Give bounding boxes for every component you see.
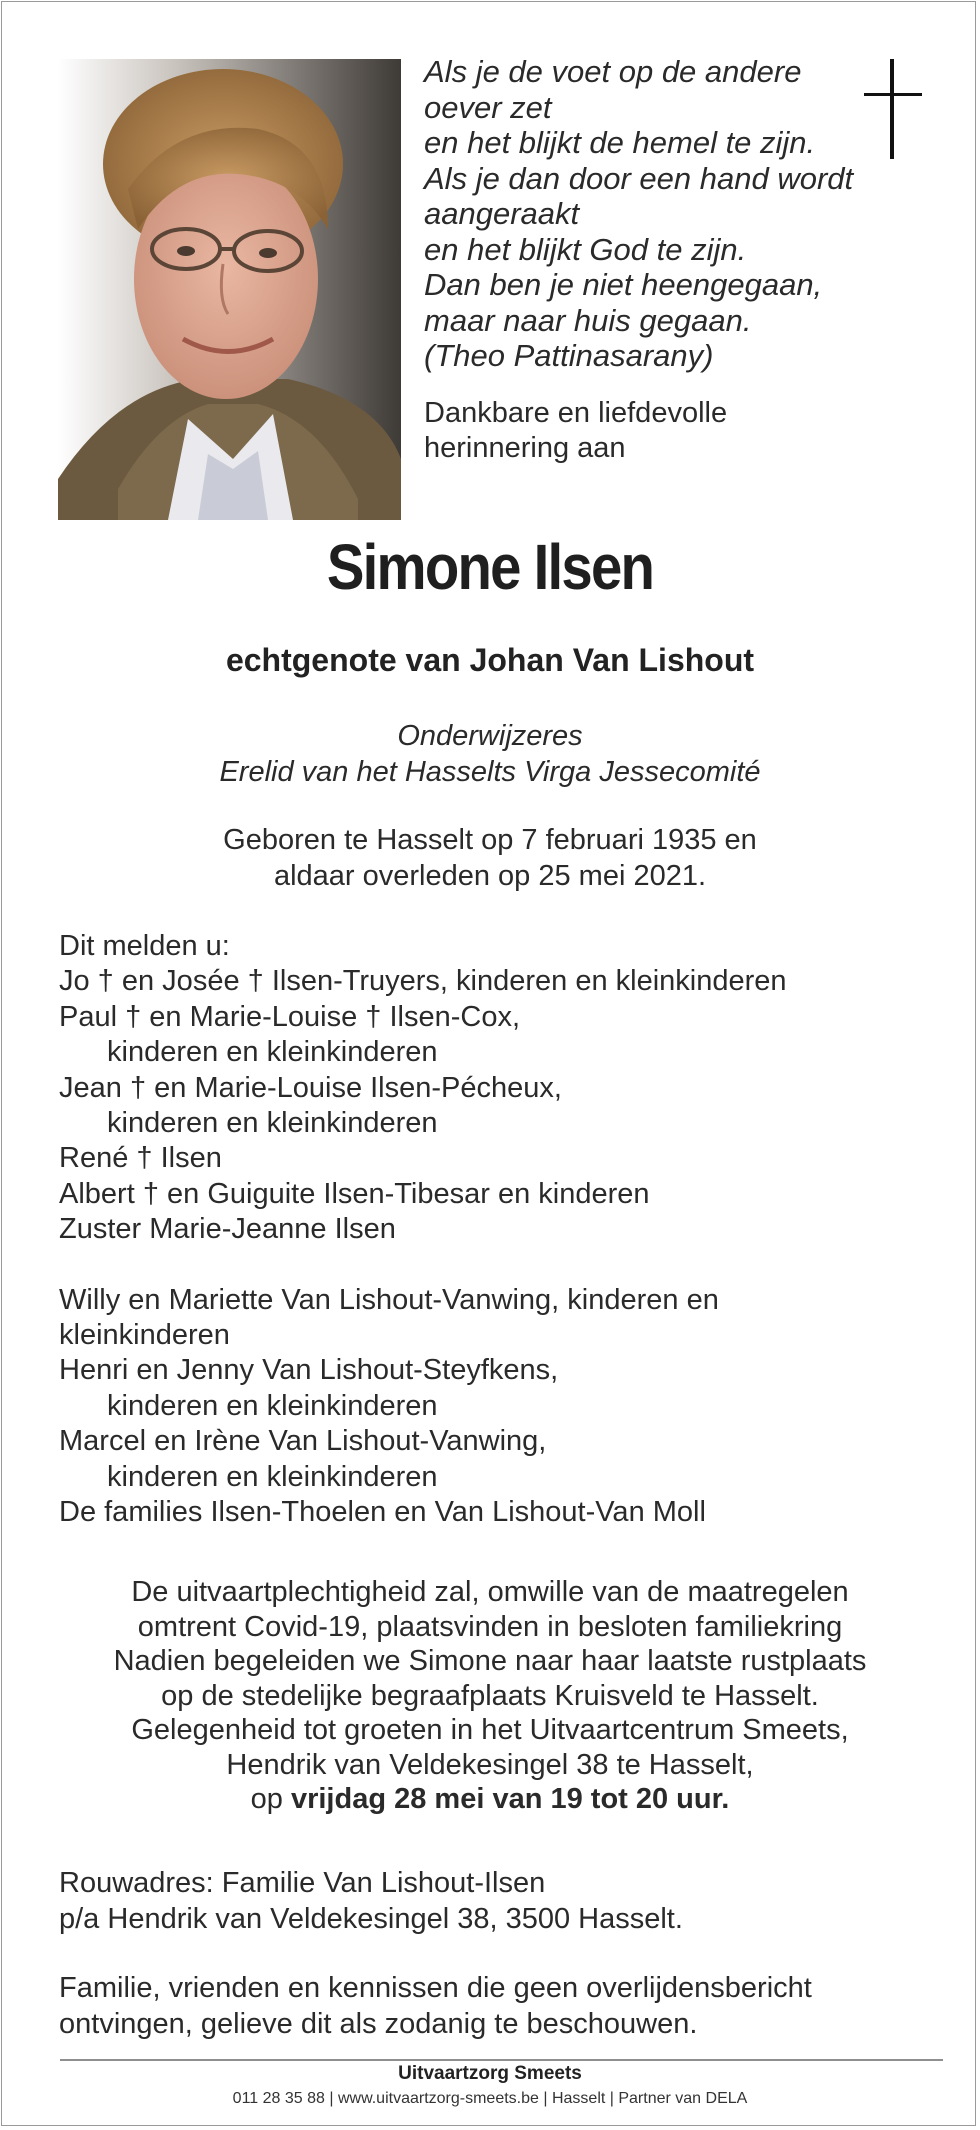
poem-line: en het blijkt God te zijn. (424, 231, 747, 267)
ceremony-line: Nadien begeleiden we Simone naar haar laatste rustplaats (113, 1645, 867, 1677)
family-line: kinderen en kleinkinderen (107, 1460, 438, 1493)
ceremony-line: Hendrik van Veldekesingel 38 te Hasselt, (226, 1748, 754, 1781)
spacer (59, 1248, 939, 1283)
title-line: Erelid van het Hasselts Virga Jessecomité (219, 756, 761, 788)
poem-line: Als je de voet op de andere (424, 54, 802, 89)
born-line: aldaar overleden op 25 mei 2021. (273, 860, 707, 892)
ceremony-info (0, 1575, 980, 1817)
ceremony-line: De uitvaartplechtigheid zal, omwille van de maatregelen (131, 1576, 849, 1608)
family-line: kinderen en kleinkinderen (107, 1036, 438, 1069)
ceremony-line: Gelegenheid tot groeten in het Uitvaartcentrum Smeets, (131, 1714, 849, 1746)
deceased-titles (0, 718, 980, 790)
family-line: kinderen en kleinkinderen (107, 1107, 438, 1140)
poem-line: Als je dan door een hand wordt (424, 160, 854, 196)
deceased-name: Simone Ilsen (326, 531, 654, 603)
family-line: Willy en Mariette Van Lishout-Vanwing, kinderen en (59, 1283, 719, 1316)
funeral-company-name: Uitvaartzorg Smeets (398, 2063, 582, 2084)
poem-line: Dan ben je niet heengegaan, (424, 267, 823, 302)
birth-death-info (0, 822, 980, 894)
family-list (59, 929, 939, 1531)
visit-line (0, 1782, 980, 1817)
family-line: Henri en Jenny Van Lishout-Steyfkens, (59, 1354, 559, 1387)
mourning-address (59, 1866, 939, 1937)
family-line: Marcel en Irène Van Lishout-Vanwing, (59, 1425, 547, 1458)
visit-time: vrijdag 28 mei van 19 tot 20 uur. (290, 1783, 730, 1815)
born-line: Geboren te Hasselt op 7 februari 1935 en (223, 824, 757, 856)
funeral-company-contact: 011 28 35 88 | www.uitvaartzorg-smeets.be | Hasselt | Partner van DELA (232, 2090, 748, 2107)
family-line: Jo † en Josée † Ilsen-Truyers, kinderen en kleinkinderen (59, 965, 787, 998)
address-line: p/a Hendrik van Veldekesingel 38, 3500 Hasselt. (59, 1902, 683, 1935)
intro-line: Dankbare en liefdevolle (424, 397, 728, 429)
cross-icon (864, 59, 922, 159)
notice-text (59, 1971, 939, 2042)
notice-line: ontvingen, gelieve dit als zodanig te beschouwen. (59, 2007, 698, 2040)
footer-divider (60, 2059, 943, 2061)
notice-line: Familie, vrienden en kennissen die geen overlijdensbericht (59, 1972, 812, 2004)
title-line: Onderwijzeres (397, 720, 583, 752)
family-line: De families Ilsen-Thoelen en Van Lishout-Van Moll (59, 1496, 706, 1529)
family-line: Paul † en Marie-Louise † Ilsen-Cox, (59, 1000, 521, 1033)
intro-line: herinnering aan (424, 432, 626, 464)
family-line: kleinkinderen (59, 1319, 230, 1352)
spouse-line: echtgenote van Johan Van Lishout (225, 642, 755, 678)
family-line: Jean † en Marie-Louise Ilsen-Pécheux, (59, 1071, 562, 1104)
ceremony-line: op de stedelijke begraafplaats Kruisveld te Hasselt. (161, 1679, 819, 1712)
poem-line: (Theo Pattinasarany) (424, 338, 714, 373)
remembrance-intro (424, 396, 844, 466)
address-line: Rouwadres: Familie Van Lishout-Ilsen (59, 1867, 546, 1899)
family-line: René † Ilsen (59, 1142, 222, 1175)
family-intro: Dit melden u: (59, 930, 230, 962)
poem-line: en het blijkt de hemel te zijn. (424, 125, 816, 160)
ceremony-line: omtrent Covid-19, plaatsvinden in besloten familiekring (137, 1610, 843, 1643)
family-line: Zuster Marie-Jeanne Ilsen (59, 1213, 396, 1246)
family-line: kinderen en kleinkinderen (107, 1389, 438, 1422)
poem (424, 54, 864, 374)
family-line: Albert † en Guiguite Ilsen-Tibesar en kinderen (59, 1177, 650, 1210)
visit-prefix: op (250, 1783, 283, 1815)
poem-line: maar naar huis gegaan. (424, 302, 752, 338)
poem-line: oever zet (424, 89, 552, 125)
poem-line: aangeraakt (424, 196, 580, 231)
portrait-photo (58, 59, 401, 520)
